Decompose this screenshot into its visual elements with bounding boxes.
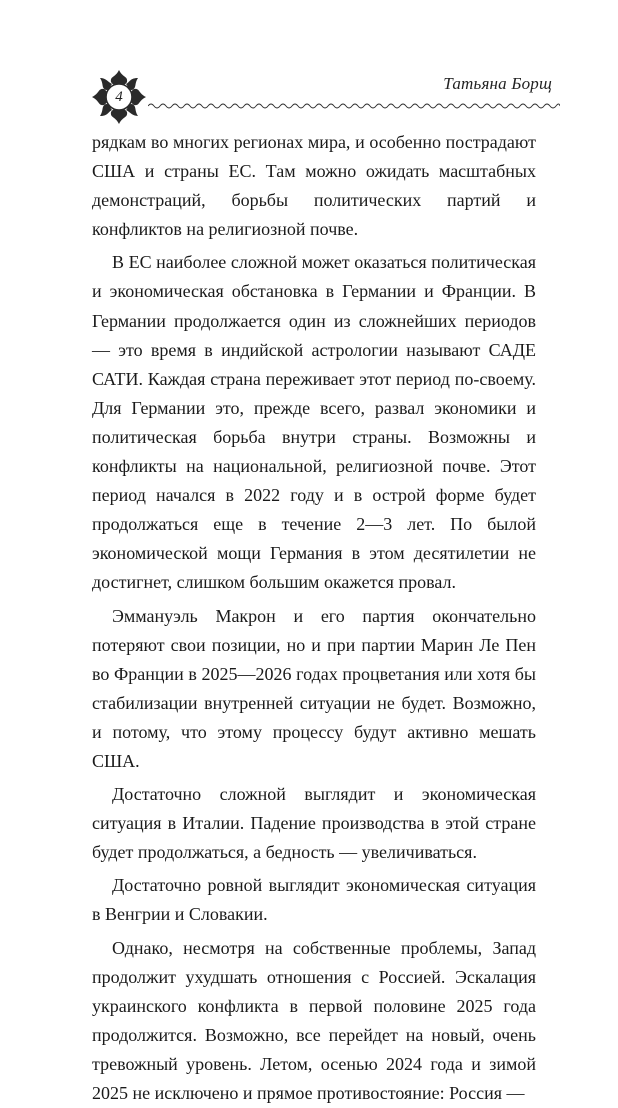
paragraph: Однако, несмотря на собственные проблемы, Запад продолжит ухудшать отношения с Россией. Эскалация украинского конфликта в первой половине 2025 года продолжится. Возможно, все перейдет на новый, очень тревожный уровень. Летом, осенью 2024 года и зимой 2025 не исключено и прямое противостояние: Россия — [92, 937, 536, 1103]
running-head-author: Татьяна Борщ [443, 74, 552, 93]
paragraph: Достаточно ровной выглядит экономическая ситуация в Венгрии и Словакии. [92, 875, 536, 925]
decorative-wave-line [148, 100, 560, 112]
page-number: 4 [115, 89, 123, 105]
paragraph: В ЕС наиболее сложной может оказаться политическая и экономическая обстановка в Германии и Франции. В Германии продолжается один из сложнейших периодов — это время в индийской астрологии называют САДЕ САТИ. Каждая страна переживает этот период по-своему. Для Германии это, прежде всего, развал экономики и политическая борьба внутри страны. Возможны и конфликты на национальной, религиозной почве. Этот период начался в 2022 году и в острой форме будет продолжаться еще в течение 2—3 лет. По былой экономической мощи Германия в этом десятилетии не достигнет, слишком большим окажется провал. [92, 252, 536, 593]
body-text [92, 128, 536, 1108]
paragraph: рядкам во многих регионах мира, и особенно пострадают США и страны ЕС. Там можно ожидать масштабных демонстраций, борьбы политических партий и конфликтов на религиозной почве. [92, 132, 536, 240]
page-header [90, 60, 560, 130]
paragraph: Эммануэль Макрон и его партия окончательно потеряют свои позиции, но и при партии Марин Ле Пен во Франции в 2025—2026 годах процветания или хотя бы стабилизации внутренней ситуации не будет. Возможно, и потому, что этому процессу будут активно мешать США. [92, 605, 536, 771]
paragraph: Достаточно сложной выглядит и экономическая ситуация в Италии. Падение производства в этой стране будет продолжаться, а бедность — увеличиваться. [92, 784, 536, 863]
